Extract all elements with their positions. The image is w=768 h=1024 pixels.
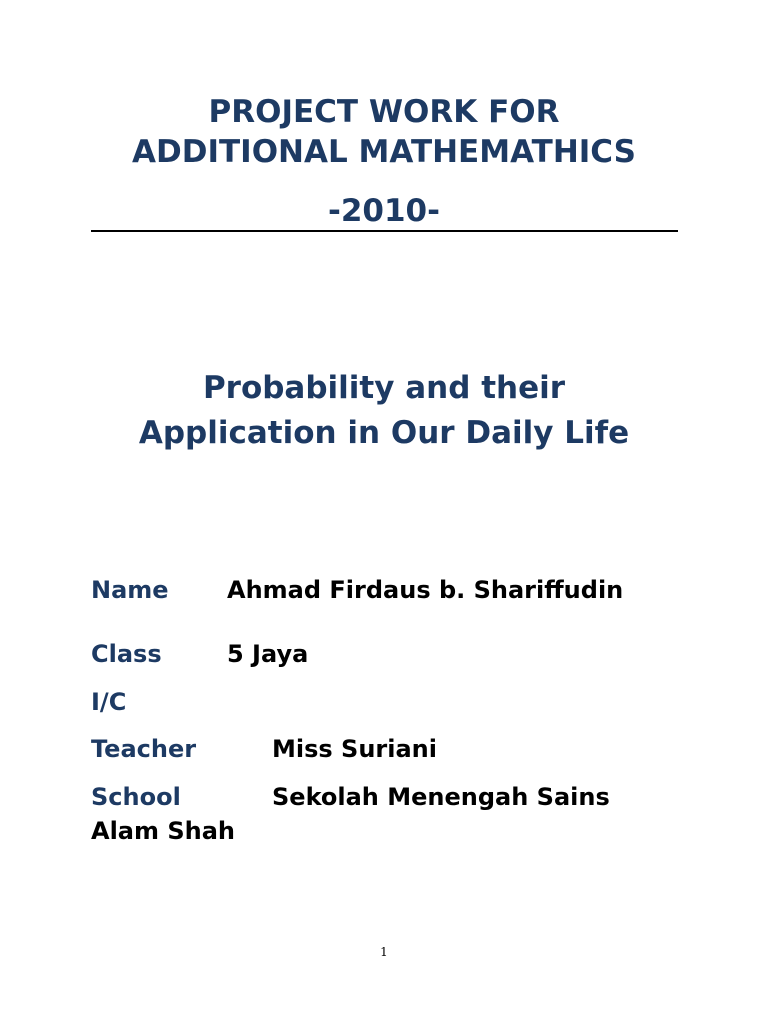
teacher-value: Miss Suriani (272, 735, 437, 763)
teacher-label: Teacher (91, 735, 197, 763)
subtitle-line-1: Probability and their (202, 370, 566, 406)
title-line-1: PROJECT WORK FOR (208, 94, 560, 130)
class-value: 5 Jaya (227, 640, 309, 668)
document-subtitle (0, 366, 768, 456)
name-label: Name (91, 576, 169, 604)
ic-label: I/C (91, 688, 127, 716)
name-value: Ahmad Firdaus b. Shariffudin (227, 576, 624, 604)
school-value: Sekolah Menengah Sains (272, 783, 610, 811)
document-title (0, 92, 768, 172)
school-value-continued: Alam Shah (91, 817, 236, 845)
school-label: School (91, 783, 181, 811)
title-line-2: ADDITIONAL MATHEMATHICS (132, 134, 636, 170)
page-number: 1 (380, 945, 388, 959)
class-label: Class (91, 640, 162, 668)
document-year: -2010- (327, 193, 440, 229)
subtitle-line-2: Application in Our Daily Life (138, 415, 630, 451)
horizontal-divider (91, 230, 678, 232)
